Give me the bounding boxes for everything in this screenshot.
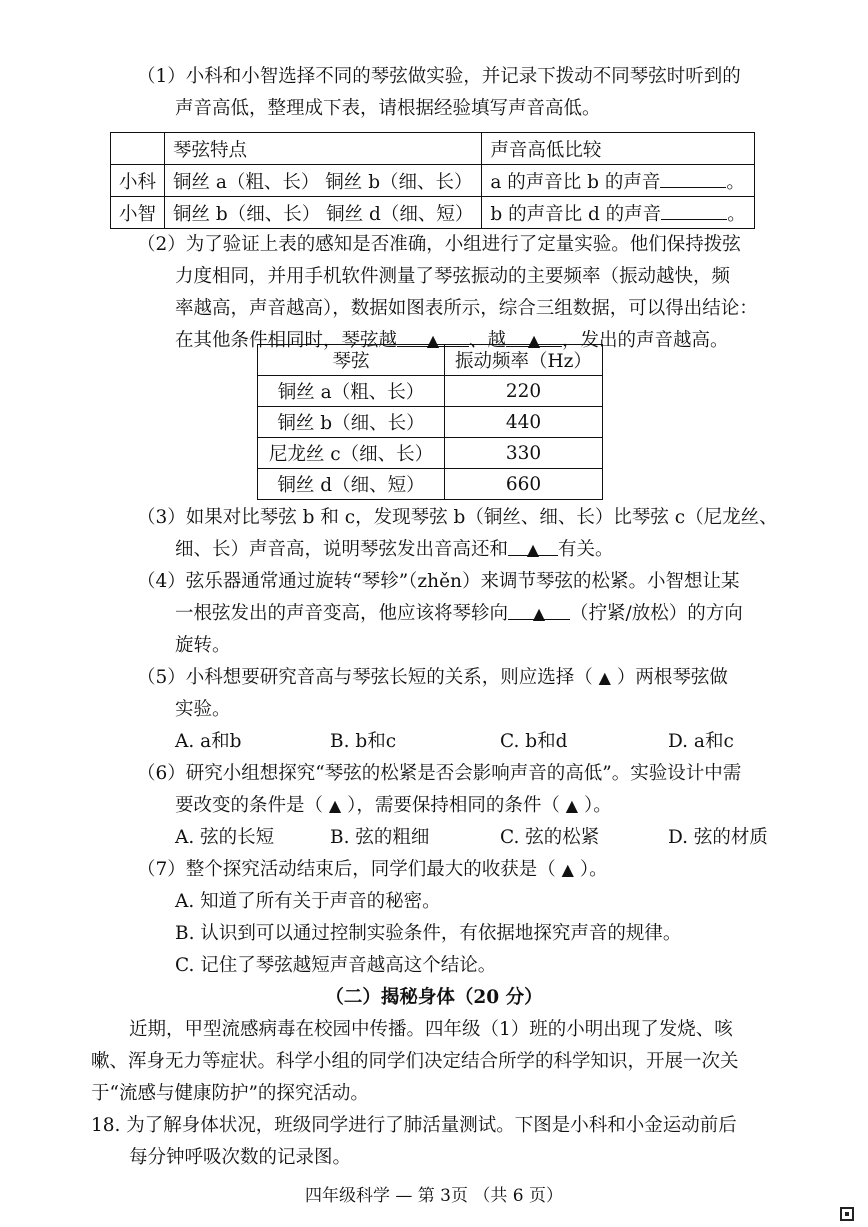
page-footer: 四年级科学 — 第 3页 （共 6 页） [304,1186,564,1206]
table-cell: 铜丝 b（细、长） 铜丝 d（细、短） [165,197,482,229]
q1-line2: 声音高低，整理成下表，请根据经验填写声音高低。 [175,98,601,119]
q6-text-a: 要改变的条件是（ [175,795,324,816]
table-row [258,438,603,469]
table-cell [482,197,754,229]
table-cell: 小智 [111,197,165,229]
triangle-icon: ▲ [426,331,440,350]
answer-blank[interactable] [508,537,558,559]
q4-line3: 旋转。 [175,635,231,656]
table-cell: 铜丝 a（粗、长） 铜丝 b（细、长） [165,165,482,197]
table-cell: 220 [445,376,603,407]
q4-line2 [175,601,743,627]
table-header-cell [111,133,165,165]
table-cell [482,165,754,197]
section-intro-line3: 于“流感与健康防护”的探究活动。 [91,1083,369,1104]
q7-line1 [137,857,608,883]
table-row [258,376,603,407]
triangle-icon: ▲ [561,860,574,879]
q5-option-a[interactable]: A. a和b [175,731,242,752]
table-row [111,197,755,229]
table-header-row [111,133,755,165]
triangle-icon: ▲ [527,331,541,350]
section-title: （二）揭秘身体（20 分） [325,987,543,1008]
section-intro-line1: 近期，甲型流感病毒在校园中传播。四年级（1）班的小明出现了发烧、咳 [129,1019,733,1040]
q6-line2 [175,793,612,819]
period: 。 [726,171,745,193]
q5-line2: 实验。 [175,699,231,720]
q18-line1: 18. 为了解身体状况，班级同学进行了肺活量测试。下图是小科和小金运动前后 [91,1115,737,1136]
q4-line1: （4）弦乐器通常通过旋转“琴轸”（zhěn）来调节琴弦的松紧。小智想让某 [137,571,740,592]
q5-option-c[interactable]: C. b和d [500,731,568,752]
q6-option-d[interactable]: D. 弦的材质 [668,827,768,848]
q5-line1 [137,665,728,691]
q5-option-d[interactable]: D. a和c [668,731,734,752]
q18-line2: 每分钟呼吸次数的记录图。 [129,1147,352,1168]
answer-blank[interactable] [660,169,726,188]
q5-text-b: ）两根琴弦做 [616,667,728,688]
q6-text-c: ）。 [583,795,612,816]
table-row [258,469,603,500]
q5-option-b[interactable]: B. b和c [330,731,397,752]
q7-text-b: ）。 [579,859,608,880]
triangle-icon: ▲ [328,796,342,815]
q6-option-b[interactable]: B. 弦的粗细 [330,827,430,848]
table-cell: 小科 [111,165,165,197]
q3-line1: （3）如果对比琴弦 b 和 c，发现琴弦 b（铜丝、细、长）比琴弦 c（尼龙丝、 [137,507,778,528]
q2-text-a: 在其他条件相同时，琴弦越 [175,330,398,351]
triangle-icon: ▲ [526,540,540,559]
q6-option-a[interactable]: A. 弦的长短 [175,827,275,848]
q2-line2: 力度相同，并用手机软件测量了琴弦振动的主要频率（振动越快，频 [175,266,731,287]
q5-text-a: （5）小科想要研究音高与琴弦长短的关系，则应选择（ [137,667,593,688]
table-cell: 660 [445,469,603,500]
compare-text: b 的声音比 d 的声音 [490,203,662,225]
table-cell: 440 [445,407,603,438]
answer-blank[interactable] [508,601,570,623]
q6-line1: （6）研究小组想探究“琴弦的松紧是否会影响声音的高低”。实验设计中需 [137,763,742,784]
table-row [258,407,603,438]
q4-text-a: 一根弦发出的声音变高，他应该将琴轸向 [175,603,509,624]
q7-option-c[interactable]: C. 记住了琴弦越短声音越高这个结论。 [175,955,497,976]
q2-text-b: 、越 [469,330,507,351]
q6-text-b: ），需要保持相同的条件（ [347,795,560,816]
q1-line1: （1）小科和小智选择不同的琴弦做实验，并记录下拨动不同琴弦时听到的 [137,66,741,87]
compare-text: a 的声音比 b 的声音 [490,171,661,193]
q7-option-a[interactable]: A. 知道了所有关于声音的秘密。 [175,891,441,912]
table-cell: 330 [445,438,603,469]
table-header-cell: 振动频率（Hz） [445,345,603,376]
table-header-cell: 琴弦 [258,345,445,376]
q6-option-c[interactable]: C. 弦的松紧 [500,827,600,848]
section-intro-line2: 嗽、浑身无力等症状。科学小组的同学们决定结合所学的科学知识，开展一次关 [91,1051,739,1072]
q4-text-b: （拧紧/放松）的方向 [570,603,743,624]
triangle-icon: ▲ [598,668,611,687]
q3-text-a: 细、长）声音高，说明琴弦发出音高还和 [175,539,509,560]
triangle-icon: ▲ [565,796,579,815]
answer-blank[interactable] [661,201,727,220]
q3-line2 [175,537,614,563]
q3-text-b: 有关。 [558,539,614,560]
table-cell: 尼龙丝 c（细、长） [258,438,445,469]
period: 。 [727,203,746,225]
table-cell: 铜丝 a（粗、长） [258,376,445,407]
triangle-icon: ▲ [532,604,546,623]
table-row [111,165,755,197]
q2-text-c: ，发出的声音越高。 [562,330,729,351]
table-cell: 铜丝 d（细、短） [258,469,445,500]
q7-option-b[interactable]: B. 认识到可以通过控制实验条件，有依据地探究声音的规律。 [175,923,682,944]
q2-line1: （2）为了验证上表的感知是否准确，小组进行了定量实验。他们保持拨弦 [137,234,741,255]
table-cell: 铜丝 b（细、长） [258,407,445,438]
q2-line3: 率越高，声音越高），数据如图表所示，综合三组数据，可以得出结论： [175,298,758,319]
q7-text-a: （7）整个探究活动结束后，同学们最大的收获是（ [137,859,556,880]
qr-code-icon [840,1207,854,1221]
q2-table [257,344,603,500]
q1-table [110,132,755,229]
table-header-cell: 琴弦特点 [165,133,482,165]
table-header-cell: 声音高低比较 [482,133,754,165]
table-header-row [258,345,603,376]
